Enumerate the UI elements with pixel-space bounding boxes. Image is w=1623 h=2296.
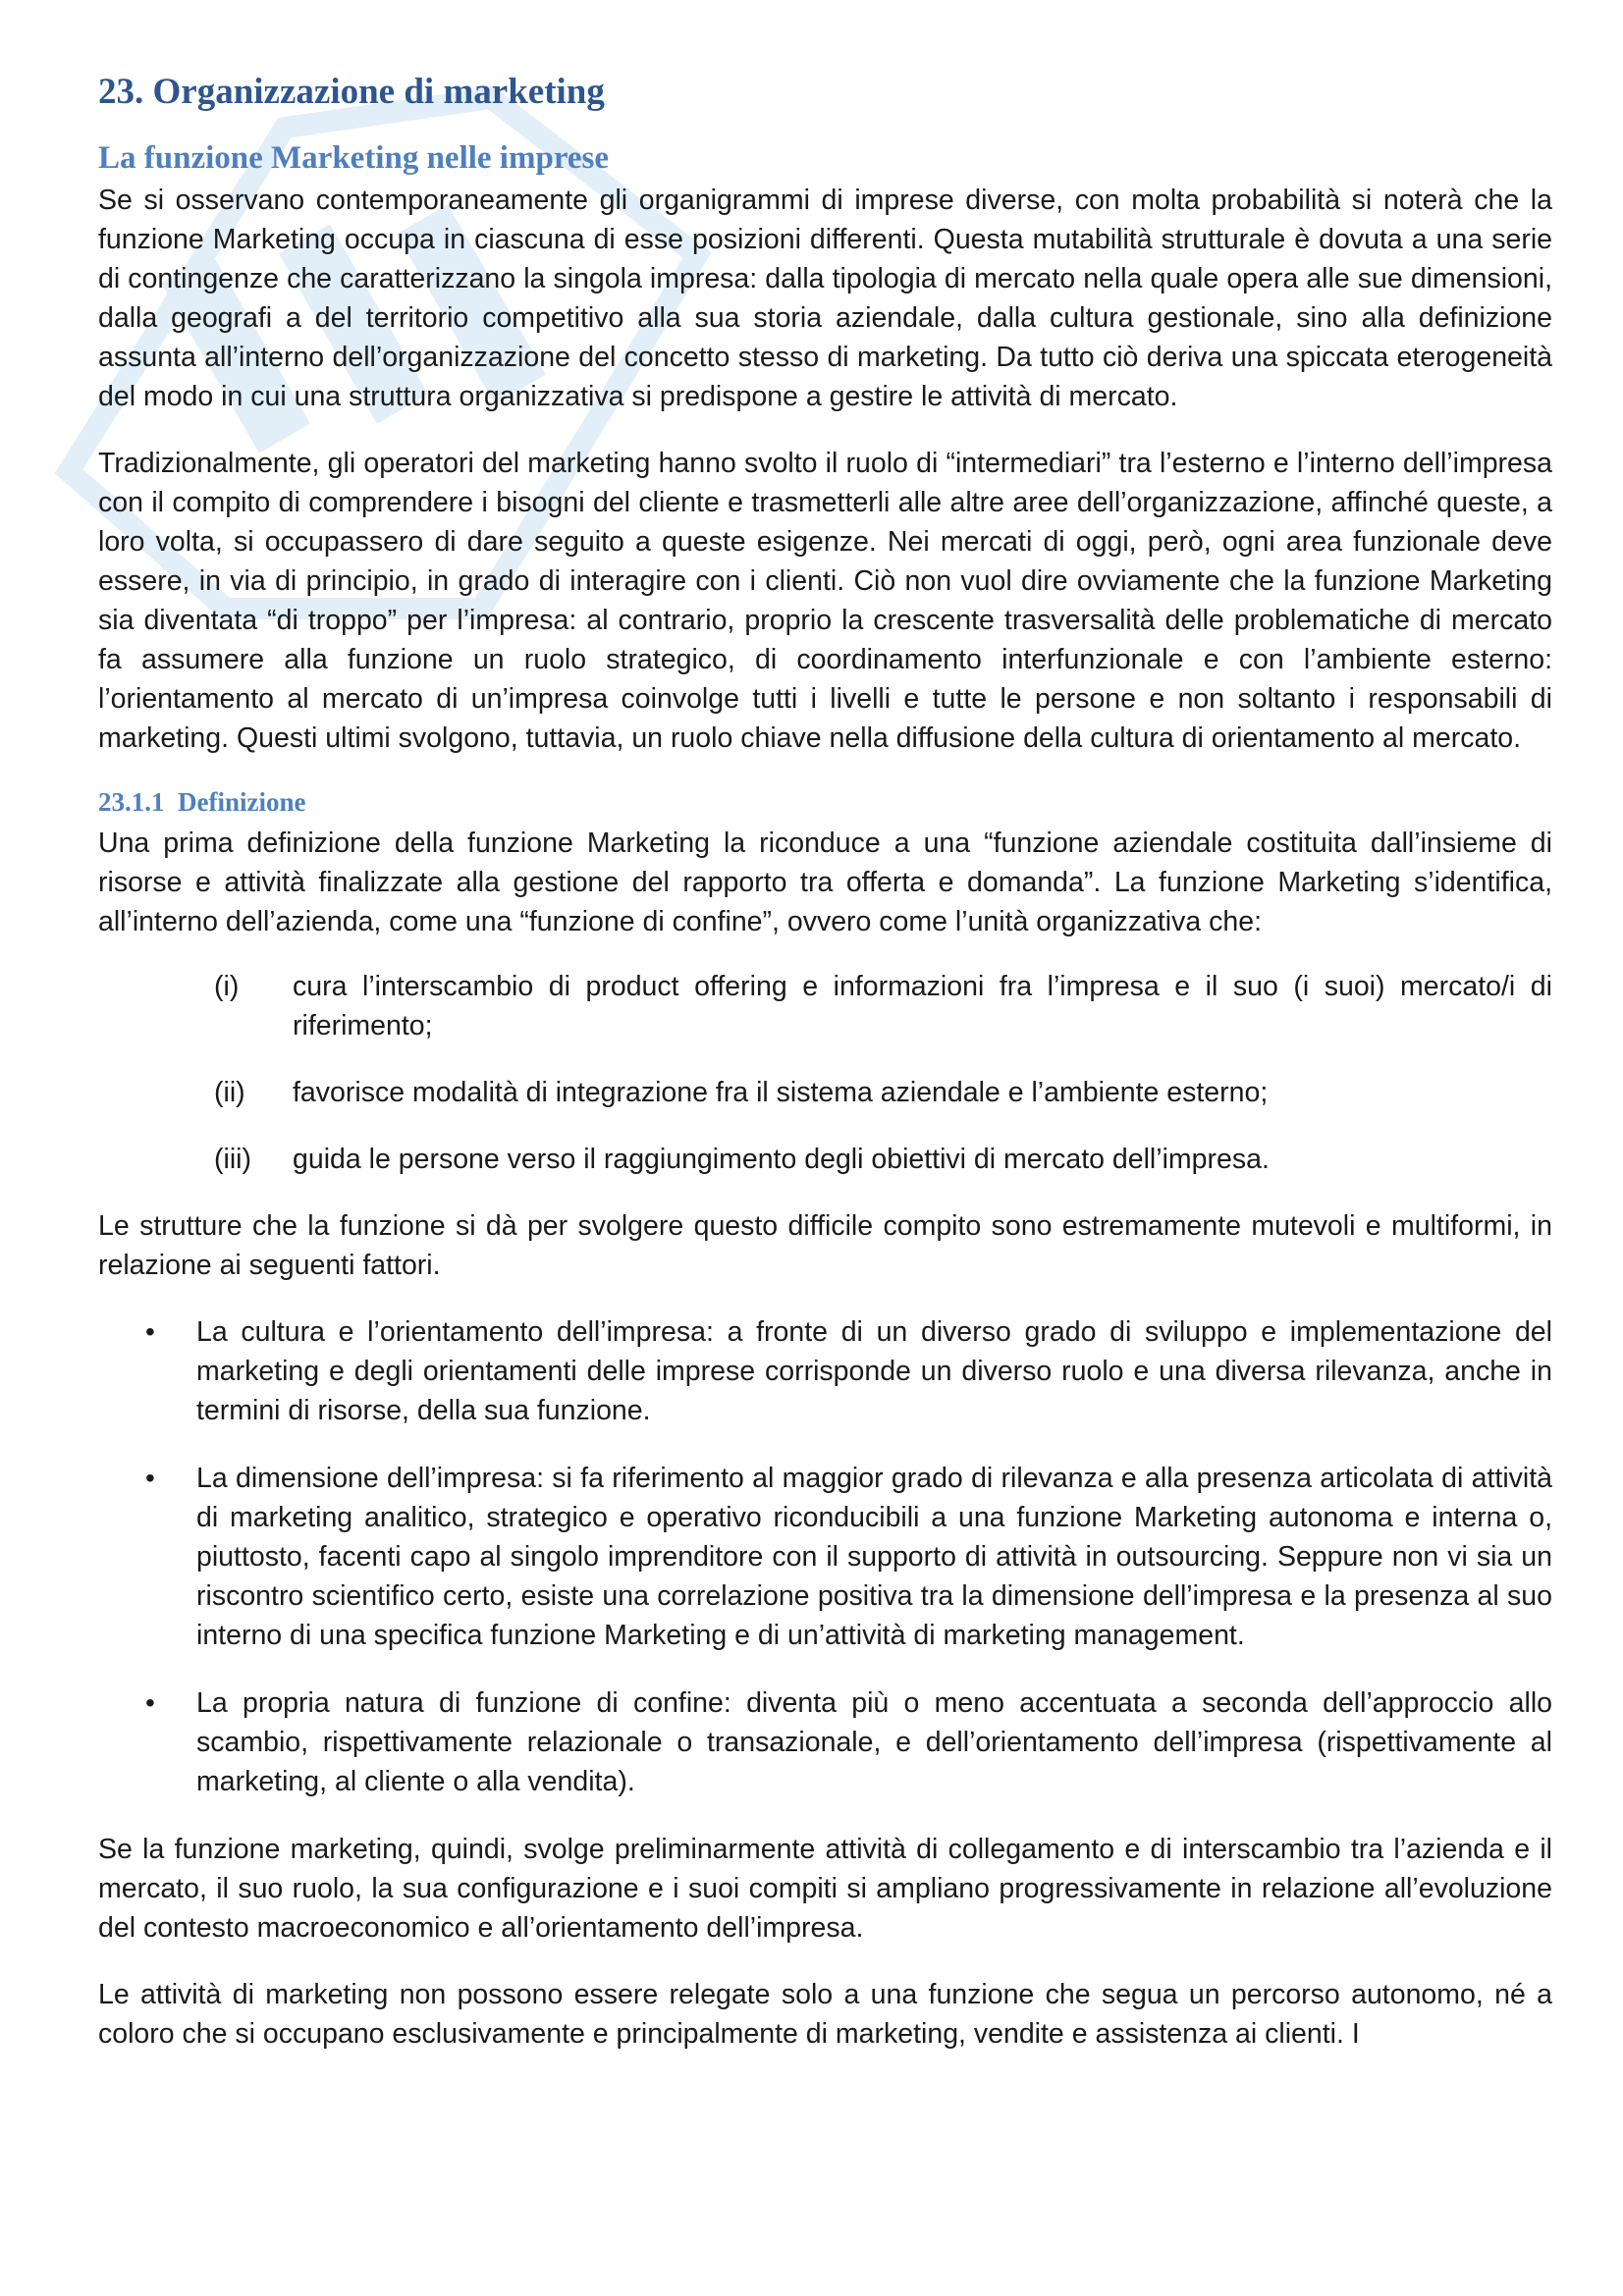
section-heading: La funzione Marketing nelle imprese: [98, 140, 610, 177]
list-item: [214, 967, 1552, 1045]
list-item-number: (iii): [214, 1144, 251, 1176]
bullet-list: [98, 1312, 1552, 1801]
list-item: [145, 1683, 1552, 1801]
bullet-icon: •: [145, 1687, 155, 1719]
list-item: [214, 1073, 1552, 1112]
list-item-number: (i): [214, 971, 240, 1003]
closing-paragraph-1: Se la funzione marketing, quindi, svolge preliminarmente attività di collegamento e di interscambio tra l’azienda e il mercato, il suo ruolo, la sua configurazione e i suoi compiti si ampliano progressivamente in relazione all’evoluzione del contesto macroeconomico e all’orientamento dell’impresa.: [98, 1834, 1552, 1945]
list-item-text: La propria natura di funzione di confine: diventa più o meno accentuata a seconda dell’approccio allo scambio, rispettivamente relazionale o transazionale, e dell’orientamento dell’impresa (rispettivamente al marketing, al cliente o alla vendita).: [196, 1687, 1552, 1798]
list-item-text: guida le persone verso il raggiungimento degli obiettivi di mercato dell’impresa.: [293, 1144, 1270, 1176]
roman-list: [98, 967, 1552, 1179]
list-item-number: (ii): [214, 1077, 245, 1109]
subsection-heading: [98, 785, 1552, 820]
list-item: [145, 1459, 1552, 1655]
list-item-text: cura l’interscambio di product offering e informazioni fra l’impresa e il suo (i suoi) mercato/i di riferimento;: [293, 971, 1552, 1042]
intro-paragraph-2: Tradizionalmente, gli operatori del marketing hanno svolto il ruolo di “intermediari” tra l’esterno e l’interno dell’impresa con il compito di comprendere i bisogni del cliente e trasmetterli alle altre aree dell’organizzazione, affinché queste, a loro volta, si occupassero di dare seguito a queste esigenze. Nei mercati di oggi, però, ogni area funzionale deve essere, in via di principio, in grado di interagire con i clienti. Ciò non vuol dire ovviamente che la funzione Marketing sia diventata “di troppo” per l’impresa: al contrario, proprio la crescente trasversalità delle problematiche di mercato fa assumere alla funzione un ruolo strategico, di coordinamento interfunzionale e con l’ambiente esterno: l’orientamento al mercato di un’impresa coinvolge tutti i livelli e tutte le persone e non soltanto i responsabili di marketing. Questi ultimi svolgono, tuttavia, un ruolo chiave nella diffusione della cultura di orientamento al mercato.: [98, 447, 1552, 754]
intro-paragraph-1: Se si osservano contemporaneamente gli organigrammi di imprese diverse, con molta probabilità si noterà che la funzione Marketing occupa in ciascuna di esse posizioni differenti. Questa mutabilità strutturale è dovuta a una serie di contingenze che caratterizzano la singola impresa: dalla tipologia di mercato nella quale opera alle sue dimensioni, dalla geografi a del territorio competitivo alla sua storia aziendale, dalla cultura gestionale, sino alla definizione assunta all’interno dell’organizzazione del concetto stesso di marketing. Da tutto ciò deriva una spiccata eterogeneità del modo in cui una struttura organizzativa si predispone a gestire le attività di mercato.: [98, 184, 1552, 412]
page-title: 23. Organizzazione di marketing: [98, 72, 605, 112]
list-item-text: La cultura e l’orientamento dell’impresa: a fronte di un diverso grado di sviluppo e implementazione del marketing e degli orientamenti delle imprese corrisponde un diverso ruolo e una diversa rilevanza, anche in termini di risorse, della sua funzione.: [196, 1316, 1552, 1427]
list-item-text: favorisce modalità di integrazione fra il sistema aziendale e l’ambiente esterno;: [293, 1077, 1269, 1109]
definition-paragraph: Una prima definizione della funzione Marketing la riconduce a una “funzione aziendale costituita dall’insieme di risorse e attività finalizzate alla gestione del rapporto tra offerta e domanda”. La funzione Marketing s’identifica, all’interno dell’azienda, come una “funzione di confine”, ovvero come l’unità organizzativa che:: [98, 828, 1552, 938]
document-content: [98, 71, 1552, 2081]
closing-paragraph-2: Le attività di marketing non possono essere relegate solo a una funzione che segua un percorso autonomo, né a coloro che si occupano esclusivamente e principalmente di marketing, vendite e assistenza ai clienti. I: [98, 1979, 1552, 2051]
subsection-title: Definizione: [178, 786, 306, 817]
bullet-icon: •: [145, 1316, 155, 1348]
list-item: [145, 1312, 1552, 1430]
subsection-number: 23.1.1: [98, 786, 165, 817]
list-item: [214, 1140, 1552, 1179]
bullet-icon: •: [145, 1463, 155, 1494]
list-item-text: La dimensione dell’impresa: si fa riferimento al maggior grado di rilevanza e alla presenza articolata di attività di marketing analitico, strategico e operativo riconducibili a una funzione Marketing autonoma e interna o, piuttosto, facenti capo al singolo imprenditore con il supporto di attività in outsourcing. Seppure non vi sia un riscontro scientifico certo, esiste una correlazione positiva tra la dimensione dell’impresa e la presenza al suo interno di una specifica funzione Marketing e di un’attività di marketing management.: [196, 1463, 1552, 1652]
structures-paragraph: Le strutture che la funzione si dà per svolgere questo difficile compito sono estremamente mutevoli e multiformi, in relazione ai seguenti fattori.: [98, 1210, 1552, 1282]
